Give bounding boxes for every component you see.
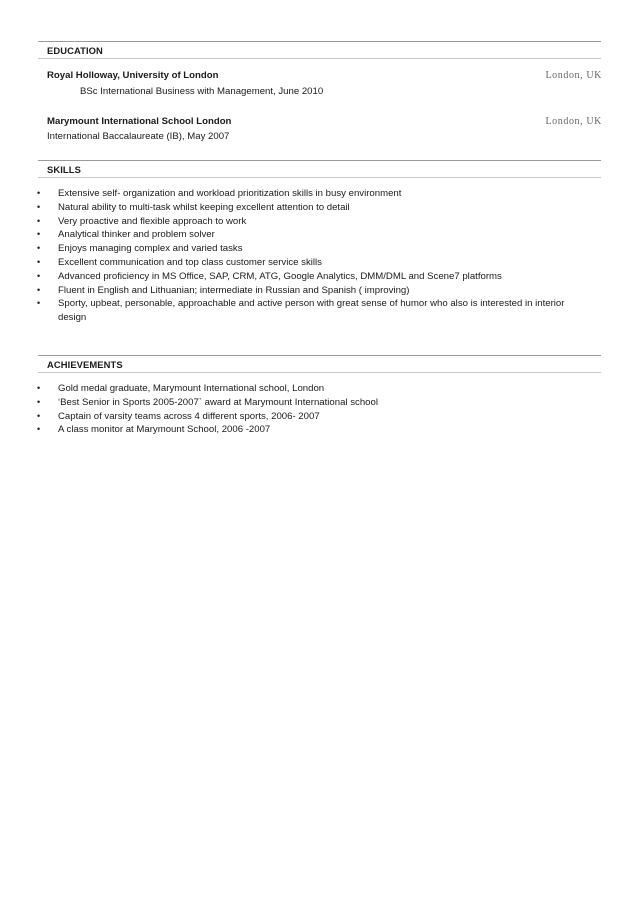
list-item	[0, 396, 600, 410]
list-item	[0, 228, 600, 242]
bullet-icon: •	[37, 383, 41, 393]
education-detail: BSc International Business with Management, June 2010	[80, 86, 324, 97]
skill-text: Enjoys managing complex and varied tasks	[58, 243, 243, 255]
education-institution: Marymount International School London	[47, 116, 232, 127]
bullet-icon: •	[37, 243, 41, 254]
skills-header	[38, 160, 601, 178]
bullet-icon: •	[37, 256, 41, 267]
education-header	[38, 41, 601, 59]
bullet-icon: •	[37, 298, 41, 309]
education-entry	[47, 69, 602, 83]
list-item	[0, 410, 600, 424]
skill-text: Analytical thinker and problem solver	[58, 229, 215, 241]
achievement-text: Gold medal graduate, Marymount International school, London	[58, 383, 325, 394]
list-item	[0, 201, 600, 215]
skill-text: Very proactive and flexible approach to work	[58, 215, 247, 227]
achievement-text: Captain of varsity teams across 4 different sports, 2006- 2007	[58, 410, 320, 422]
list-item	[0, 242, 600, 256]
skill-text: Excellent communication and top class customer service skills	[58, 256, 322, 268]
bullet-icon: •	[37, 270, 41, 281]
bullet-icon: •	[37, 188, 41, 198]
achievements-title: ACHIEVEMENTS	[47, 359, 123, 370]
skills-title: SKILLS	[47, 164, 81, 175]
skill-text: Advanced proficiency in MS Office, SAP, CRM, ATG, Google Analytics, DMM/DML and Scene7 platforms	[58, 270, 502, 282]
achievements-list	[0, 382, 600, 437]
list-item	[0, 270, 600, 284]
bullet-icon: •	[37, 284, 41, 295]
list-item	[0, 423, 600, 437]
bullet-icon: •	[37, 215, 41, 226]
list-item	[0, 215, 600, 229]
skill-text: Extensive self- organization and workload prioritization skills in busy environment	[58, 188, 402, 199]
achievements-header	[38, 355, 601, 373]
education-entry	[47, 115, 602, 129]
skill-text: Natural ability to multi-task whilst keeping excellent attention to detail	[58, 201, 350, 213]
skills-list	[0, 187, 600, 325]
achievement-text: A class monitor at Marymount School, 2006 -2007	[58, 424, 271, 436]
list-item	[0, 187, 600, 201]
list-item	[0, 284, 600, 298]
achievement-text: ‘Best Senior in Sports 2005-2007` award at Marymount International school	[58, 396, 378, 408]
bullet-icon: •	[37, 424, 41, 435]
education-location: London, UK	[545, 116, 602, 127]
bullet-icon: •	[37, 396, 41, 407]
bullet-icon: •	[37, 201, 41, 212]
education-institution: Royal Holloway, University of London	[47, 70, 219, 81]
education-detail: International Baccalaureate (IB), May 2007	[47, 131, 230, 142]
bullet-icon: •	[37, 410, 41, 421]
bullet-icon: •	[37, 229, 41, 240]
list-item	[0, 382, 600, 396]
list-item	[0, 297, 600, 325]
education-location: London, UK	[545, 70, 602, 81]
skill-text: Fluent in English and Lithuanian; intermediate in Russian and Spanish ( improving)	[58, 284, 410, 296]
list-item	[0, 256, 600, 270]
skill-text: Sporty, upbeat, personable, approachable and active person with great sense of humor who also is interested in interior design	[58, 298, 565, 324]
education-title: EDUCATION	[47, 45, 103, 56]
